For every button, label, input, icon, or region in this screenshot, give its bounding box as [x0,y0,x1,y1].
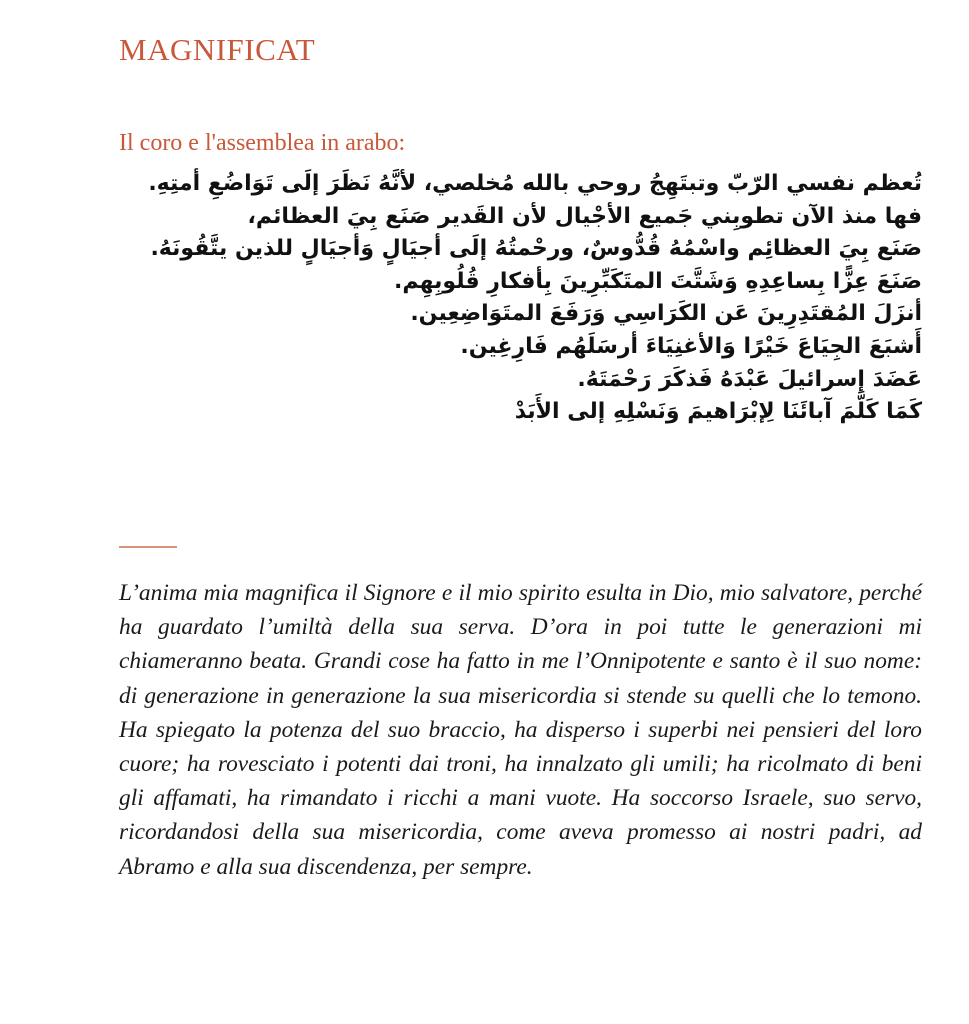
arabic-line: تُعظم نفسي الرّبّ وتبتَهِجُ روحي بالله مُخلصي، لأنَّهُ نَظَرَ إلَى تَوَاضُعِ أمتِهِ. [148,171,922,196]
arabic-line: عَضَدَ إسرائيلَ عَبْدَهُ فَذكَرَ رَحْمَتَهُ. [577,366,922,392]
arabic-line: صَنَع بِيَ العظائِم واسْمُهُ قُدُّوسٌ، ورحْمتُهُ إلَى أجيَالٍ وَأجيَالٍ للذين يتَّقُونَهُ. [150,236,922,262]
arabic-line: صَنَعَ عِزًّا بِساعِدِهِ وَشَتَّتَ المتَكَبِّرِينَ بِأفكارِ قُلُوبِهِم. [394,268,922,294]
italian-translation: L’anima mia magnifica il Signore e il mio spirito esulta in Dio, mio salvatore, perché ha guardato l’umiltà della sua serva. D’ora in poi tutte le generazioni mi chiameranno beata. Grandi cose ha fatto in me l’Onnipotente e santo è il suo nome: di generazione in generazione la sua misericordia si stende su quelli che lo temono. Ha spiegato la potenza del suo braccio, ha disperso i superbi nei pensieri del loro cuore; ha rovesciato i potenti dai troni, ha innalzato gli umili; ha ricolmato di beni gli affamati, ha rimandato i ricchi a mani vuote. Ha soccorso Israele, suo servo, ricordandosi della sua misericordia, come aveva promesso ai nostri padri, ad Abramo e alla sua discendenza, per sempre. [119,580,922,880]
arabic-line: أنزَلَ المُقتَدِرِينَ عَن الكَرَاسِي وَرَفَعَ المتَوَاضِعِين. [410,301,922,327]
arabic-line: فها منذ الآن تطوبِني جَميع الأجْيال لأن القَدير صَنَع بِيَ العظائم، [247,203,922,229]
page-title: MAGNIFICAT [119,32,316,67]
arabic-line: أَشبَعَ الجِيَاعَ خَيْرًا وَالأغنِيَاءَ أرسَلَهُم فَارِغِين. [460,333,922,359]
arabic-line: كَمَا كَلَّمَ آبائَنَا لِإبْرَاهيمَ وَنَسْلِهِ إلى الأَبَدْ [514,399,922,425]
section-divider [119,546,177,548]
section-subtitle: Il coro e l'assemblea in arabo: [119,130,406,156]
arabic-text-block [110,168,922,429]
